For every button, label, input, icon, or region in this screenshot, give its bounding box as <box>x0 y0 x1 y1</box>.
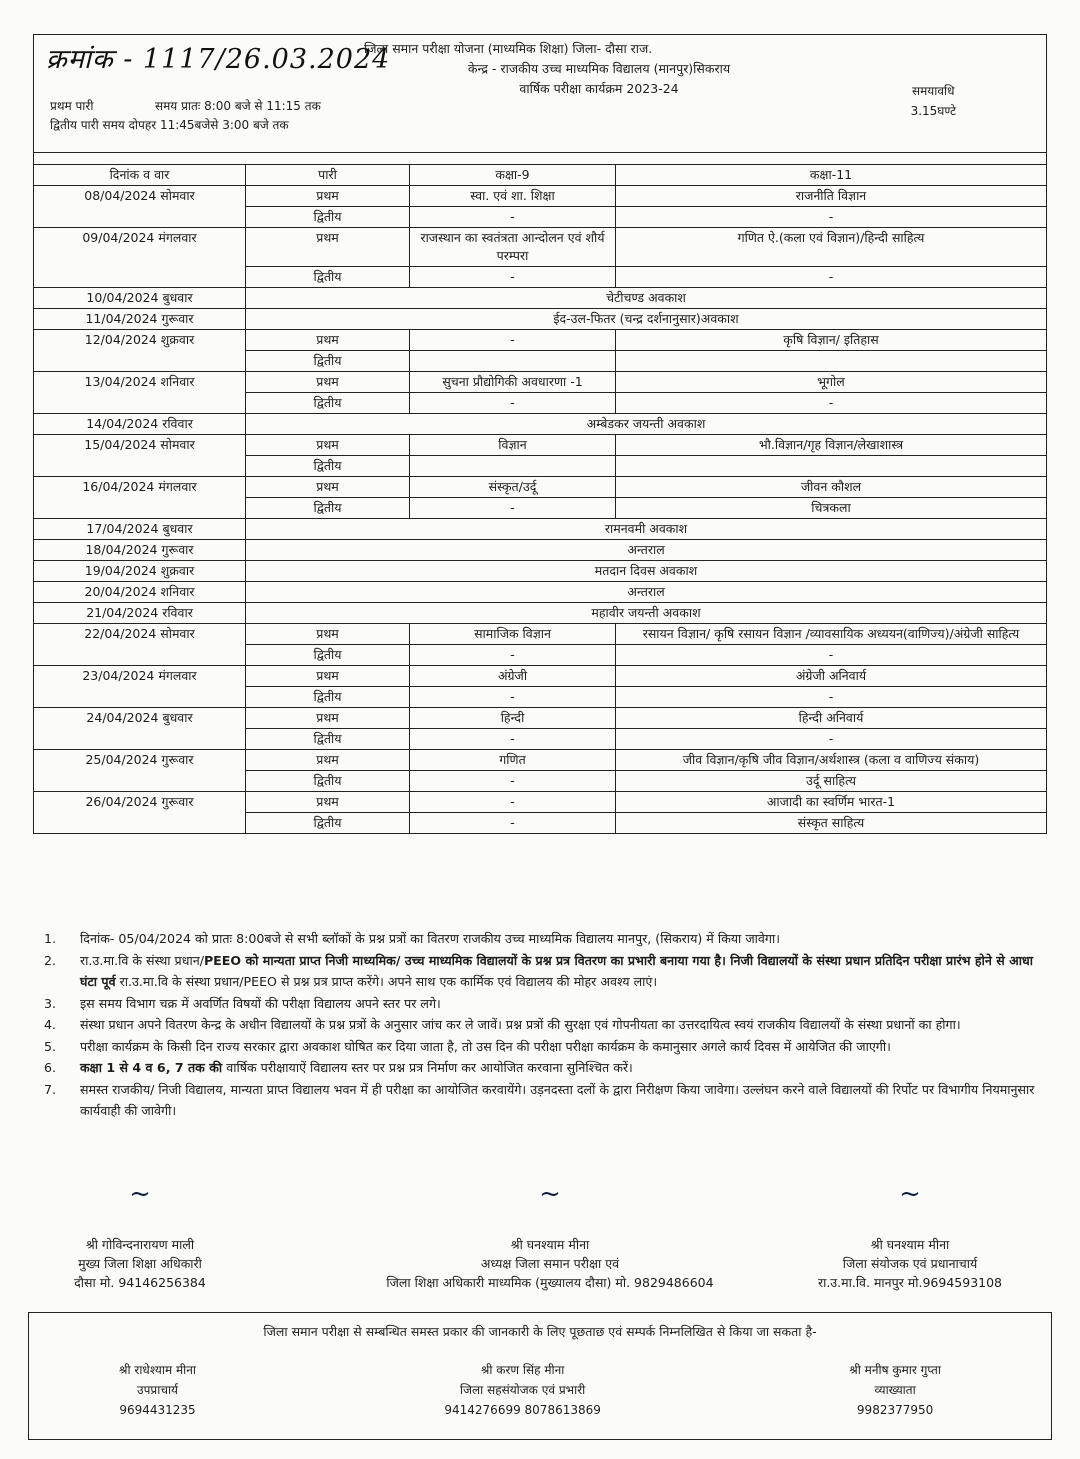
instruction-number: 5. <box>44 1038 57 1054</box>
class11-subject-cell: आजादी का स्वर्णिम भारत-1 <box>616 792 1047 813</box>
instruction-text-segment: PEEO को मान्यता प्राप्त निजी माध्यमिक/ उच्च माध्यमिक विद्यालयों के प्रश्न प्रत्र वितरण का प्रभारी बनाया गया है। निजी विद्यालयों के संस्था प्रधान प्रतिदिन परीक्षा प्रारंभ होने से आधा घंटा पूर्व <box>80 952 1033 989</box>
contact-name: श्री राधेश्याम मीना <box>119 1363 197 1377</box>
shift-cell: प्रथम <box>246 750 410 771</box>
class9-subject-cell: सामाजिक विज्ञान <box>410 624 616 645</box>
class11-subject-cell: हिन्दी अनिवार्य <box>616 708 1047 729</box>
duration-value: 3.15घण्टे <box>910 104 956 118</box>
class9-subject-cell: - <box>410 729 616 750</box>
holiday-cell: चेटीचण्ड अवकाश <box>246 288 1047 309</box>
document-header <box>33 34 1047 152</box>
shift-cell: प्रथम <box>246 330 410 351</box>
instruction-text-segment: दिनांक- 05/04/2024 को प्रातः 8:00बजे से सभी ब्लॉकों के प्रश्न प्रत्रों का वितरण राजकीय उच्च माध्यमिक विद्यालय मानपुर, (सिकराय) में किया जावेगा। <box>80 931 781 946</box>
date-cell: 22/04/2024 सोमवार <box>34 624 246 666</box>
instruction-text <box>80 1014 1044 1036</box>
instruction-item <box>44 993 1044 1015</box>
class9-subject-cell: - <box>410 330 616 351</box>
shift-cell: प्रथम <box>246 666 410 687</box>
date-cell: 20/04/2024 शनिवार <box>34 582 246 603</box>
date-cell: 08/04/2024 सोमवार <box>34 186 246 228</box>
instruction-text-segment: रा.उ.मा.वि के संस्था प्रधान/PEEO से प्रश्न प्रत्र प्राप्त करेंगे। अपने साथ एक कार्मिक एवं विद्यालय की मोहर अवश्य लाएं। <box>115 974 658 989</box>
holiday-cell: रामनवमी अवकाश <box>246 519 1047 540</box>
class11-subject-cell: - <box>616 207 1047 228</box>
class11-subject-cell: चित्रकला <box>616 498 1047 519</box>
contact-info-box <box>28 1312 1052 1440</box>
class9-subject-cell: सुचना प्रौद्योगिकी अवधारणा -1 <box>410 372 616 393</box>
title-line-2: केन्द्र - राजकीय उच्च माध्यमिक विद्यालय (मानपुर)सिकराय <box>467 61 731 76</box>
date-cell: 17/04/2024 बुधवार <box>34 519 246 540</box>
class11-subject-cell: कृषि विज्ञान/ इतिहास <box>616 330 1047 351</box>
shift1-time: समय प्रातः 8:00 बजे से 11:15 तक <box>155 99 321 113</box>
instruction-text-segment: संस्था प्रधान अपने वितरण केन्द्र के अधीन विद्यालयों के प्रश्न प्रत्रों के अनुसार जांच कर ले जावें। प्रश्न प्रत्रों की सुरक्षा एवं गोपनीयता का उत्तरदायित्व स्वयं राजकीय विद्यालयों के संस्था प्रधानों का होगा। <box>80 1017 961 1032</box>
class9-subject-cell: अंग्रेजी <box>410 666 616 687</box>
holiday-cell: अन्तराल <box>246 540 1047 561</box>
shift-cell: प्रथम <box>246 372 410 393</box>
date-cell: 18/04/2024 गुरूवार <box>34 540 246 561</box>
reference-number: क्रमांक - 1117/26.03.2024 <box>46 44 391 75</box>
table-row <box>34 624 1047 645</box>
table-row-holiday <box>34 561 1047 582</box>
instruction-number: 7. <box>44 1081 57 1097</box>
class9-subject-cell: हिन्दी <box>410 708 616 729</box>
class11-subject-cell: गणित ऐ.(कला एवं विज्ञान)/हिन्दी साहित्य <box>616 228 1047 267</box>
table-row <box>34 228 1047 267</box>
spacer-cell <box>34 153 1047 165</box>
date-cell: 11/04/2024 गुरूवार <box>34 309 246 330</box>
table-row <box>34 750 1047 771</box>
title-line-3: वार्षिक परीक्षा कार्यक्रम 2023-24 <box>519 81 679 96</box>
contact-person <box>119 1360 196 1420</box>
date-cell: 13/04/2024 शनिवार <box>34 372 246 414</box>
instructions-list <box>44 928 1044 1122</box>
instruction-text-segment: रा.उ.मा.वि के संस्था प्रधान/ <box>80 952 204 968</box>
date-cell: 14/04/2024 रविवार <box>34 414 246 435</box>
shift2-time: समय दोपहर 11:45बजेसे 3:00 बजे तक <box>102 118 289 132</box>
shift-cell: द्वितीय <box>246 267 410 288</box>
date-cell: 12/04/2024 शुक्रवार <box>34 330 246 372</box>
shift-cell: द्वितीय <box>246 813 410 834</box>
shift-cell: द्वितीय <box>246 351 410 372</box>
class11-subject-cell <box>616 351 1047 372</box>
table-row-holiday <box>34 603 1047 624</box>
class9-subject-cell <box>410 351 616 372</box>
instruction-text-segment: वार्षिक परीक्षायाऐं विद्यालय स्तर पर प्रश्न प्रत्र निर्माण कर आयोजित करवाना सुनिश्चित करें। <box>222 1060 633 1075</box>
exam-schedule-table <box>33 152 1047 834</box>
signature-block-deo <box>320 1179 780 1292</box>
instruction-number: 3. <box>44 995 57 1011</box>
instruction-text-segment: कक्षा 1 से 4 व 6, 7 तक की <box>80 1060 223 1075</box>
holiday-cell: ईद-उल-फितर (चन्द्र दर्शनानुसार)अवकाश <box>246 309 1047 330</box>
class9-subject-cell <box>410 456 616 477</box>
contact-phone: 9414276699 8078613869 <box>444 1403 601 1417</box>
contact-phone: 9694431235 <box>119 1403 196 1417</box>
date-cell: 09/04/2024 मंगलवार <box>34 228 246 288</box>
column-header: कक्षा-9 <box>410 165 616 186</box>
class11-subject-cell: - <box>616 267 1047 288</box>
signatory-name: श्री गोविन्दनारायण माली <box>85 1237 195 1252</box>
signature-mark: ~ <box>899 1179 921 1209</box>
class11-subject-cell: उर्दू साहित्य <box>616 771 1047 792</box>
instruction-item <box>44 928 1044 950</box>
contact-role: उपप्राचार्य <box>137 1383 179 1397</box>
class9-subject-cell: - <box>410 813 616 834</box>
instruction-item <box>44 1057 1044 1079</box>
table-row <box>34 186 1047 207</box>
title-line-1: जिला समान परीक्षा योजना (माध्यमिक शिक्षा) जिला- दौसा राज. <box>364 41 653 56</box>
class11-subject-cell: - <box>616 687 1047 708</box>
class9-subject-cell: - <box>410 687 616 708</box>
class9-subject-cell: विज्ञान <box>410 435 616 456</box>
table-row <box>34 477 1047 498</box>
date-cell: 10/04/2024 बुधवार <box>34 288 246 309</box>
class11-subject-cell <box>616 456 1047 477</box>
column-header: कक्षा-11 <box>616 165 1047 186</box>
class9-subject-cell: - <box>410 645 616 666</box>
table-row-holiday <box>34 309 1047 330</box>
signatory-contact: जिला शिक्षा अधिकारी माध्यमिक (मुख्यालय दौसा) मो. 9829486604 <box>386 1275 714 1290</box>
class11-subject-cell: रसायन विज्ञान/ कृषि रसायन विज्ञान /व्यावसायिक अध्ययन(वाणिज्य)/अंग्रेजी साहित्य <box>616 624 1047 645</box>
signatory-title: मुख्य जिला शिक्षा अधिकारी <box>78 1256 202 1271</box>
table-row-holiday <box>34 288 1047 309</box>
shift-cell: प्रथम <box>246 792 410 813</box>
signatory-contact: रा.उ.मा.वि. मानपुर मो.9694593108 <box>817 1275 1003 1290</box>
signatory-title: जिला संयोजक एवं प्रधानाचार्य <box>842 1256 978 1271</box>
class11-subject-cell: भौ.विज्ञान/गृह विज्ञान/लेखाशास्त्र <box>616 435 1047 456</box>
column-header: दिनांक व वार <box>34 165 246 186</box>
class9-subject-cell: संस्कृत/उर्दू <box>410 477 616 498</box>
instruction-text <box>80 993 1044 1015</box>
holiday-cell: अन्तराल <box>246 582 1047 603</box>
class11-subject-cell: राजनीति विज्ञान <box>616 186 1047 207</box>
class9-subject-cell: - <box>410 207 616 228</box>
table-row <box>34 330 1047 351</box>
table-header-row <box>34 165 1047 186</box>
contact-person <box>444 1360 601 1420</box>
shift2-label: द्वितीय पारी <box>50 118 99 132</box>
class9-subject-cell: राजस्थान का स्वतंत्रता आन्दोलन एवं शौर्य परम्परा <box>410 228 616 267</box>
date-cell: 26/04/2024 गुरूवार <box>34 792 246 834</box>
class9-subject-cell: - <box>410 393 616 414</box>
column-header: पारी <box>246 165 410 186</box>
class11-subject-cell: जीवन कौशल <box>616 477 1047 498</box>
signature-block-ceo <box>40 1179 240 1292</box>
contact-name: श्री मनीष कुमार गुप्ता <box>849 1363 941 1377</box>
class11-subject-cell: भूगोल <box>616 372 1047 393</box>
instruction-number: 4. <box>44 1017 57 1032</box>
date-cell: 15/04/2024 सोमवार <box>34 435 246 477</box>
signature-mark: ~ <box>539 1179 561 1209</box>
instruction-number: 6. <box>44 1060 57 1075</box>
signatory-contact: दौसा मो. 94146256384 <box>74 1275 206 1290</box>
duration-label: समयावधि <box>912 84 955 98</box>
contact-person <box>849 1360 941 1420</box>
shift-cell: द्वितीय <box>246 393 410 414</box>
instruction-text <box>80 1057 1044 1079</box>
date-cell: 19/04/2024 शुक्रवार <box>34 561 246 582</box>
instruction-text <box>80 928 1044 950</box>
shift-timings <box>50 97 321 135</box>
class11-subject-cell: संस्कृत साहित्य <box>616 813 1047 834</box>
date-cell: 21/04/2024 रविवार <box>34 603 246 624</box>
table-row-holiday <box>34 519 1047 540</box>
table-row-holiday <box>34 582 1047 603</box>
table-row <box>34 666 1047 687</box>
instruction-number: 1. <box>44 931 57 946</box>
shift-cell: प्रथम <box>246 708 410 729</box>
signatory-name: श्री घनश्याम मीना <box>870 1237 950 1252</box>
instruction-text-segment: इस समय विभाग चक्र में अवर्णित विषयों की परीक्षा विद्यालय अपने स्तर पर लगे। <box>80 995 441 1011</box>
class9-subject-cell: गणित <box>410 750 616 771</box>
date-cell: 25/04/2024 गुरूवार <box>34 750 246 792</box>
instruction-item <box>44 950 1044 993</box>
shift-cell: द्वितीय <box>246 687 410 708</box>
table-row <box>34 708 1047 729</box>
document-title <box>364 39 834 99</box>
table-row <box>34 792 1047 813</box>
shift-cell: द्वितीय <box>246 729 410 750</box>
shift-cell: द्वितीय <box>246 771 410 792</box>
class9-subject-cell: - <box>410 771 616 792</box>
shift-cell: प्रथम <box>246 435 410 456</box>
contact-box-title: जिला समान परीक्षा से सम्बन्धित समस्त प्रकार की जानकारी के लिए पूछताछ एवं सम्पर्क निम्नलिखित से किया जा सकता है- <box>263 1324 817 1339</box>
shift-cell: द्वितीय <box>246 456 410 477</box>
signature-mark: ~ <box>129 1179 151 1209</box>
shift-cell: प्रथम <box>246 186 410 207</box>
class9-subject-cell: - <box>410 792 616 813</box>
class11-subject-cell: जीव विज्ञान/कृषि जीव विज्ञान/अर्थशास्त्र (कला व वाणिज्य संकाय) <box>616 750 1047 771</box>
instruction-item <box>44 1036 1044 1058</box>
table-row-holiday <box>34 414 1047 435</box>
date-cell: 16/04/2024 मंगलवार <box>34 477 246 519</box>
shift-cell: प्रथम <box>246 624 410 645</box>
contact-phone: 9982377950 <box>856 1403 934 1417</box>
class9-subject-cell: स्वा. एवं शा. शिक्षा <box>410 186 616 207</box>
signatory-name: श्री घनश्याम मीना <box>510 1237 590 1252</box>
signatory-title: अध्यक्ष जिला समान परीक्षा एवं <box>480 1256 620 1271</box>
class11-subject-cell: - <box>616 645 1047 666</box>
holiday-cell: अम्बेडकर जयन्ती अवकाश <box>246 414 1047 435</box>
signature-block-coordinator <box>790 1179 1030 1292</box>
instruction-text <box>80 1036 1044 1058</box>
instruction-text <box>80 1079 1044 1122</box>
instruction-text <box>80 950 1044 993</box>
class11-subject-cell: - <box>616 393 1047 414</box>
contact-name: श्री करण सिंह मीना <box>480 1363 565 1377</box>
duration <box>911 81 956 121</box>
holiday-cell: मतदान दिवस अवकाश <box>246 561 1047 582</box>
class11-subject-cell: अंग्रेजी अनिवार्य <box>616 666 1047 687</box>
table-row <box>34 372 1047 393</box>
instruction-item <box>44 1014 1044 1036</box>
instruction-text-segment: परीक्षा कार्यक्रम के किसी दिन राज्य सरकार द्वारा अवकाश घोषित कर दिया जाता है, तो उस दिन की परीक्षा परीक्षा कार्यक्रम के कमानुसार अगले कार्य दिवस में आयेजित की जाएगी। <box>80 1038 891 1054</box>
class11-subject-cell: - <box>616 729 1047 750</box>
shift-cell: प्रथम <box>246 477 410 498</box>
instruction-text-segment: समस्त राजकीय/ निजी विद्यालय, मान्यता प्राप्त विद्यालय भवन में ही परीक्षा का आयोजित करवायेंगे। उड़नदस्ता दलों के द्वारा निरीक्षण किया जावेगा। उल्लंघन करने वाले विद्यालयों की रिर्पोट पर विभागीय नियमानुसार कार्यवाही की जावेगी। <box>80 1081 1035 1118</box>
table-row-holiday <box>34 540 1047 561</box>
table-row <box>34 435 1047 456</box>
contact-role: व्याख्याता <box>874 1383 916 1397</box>
class9-subject-cell: - <box>410 498 616 519</box>
table-spacer-row <box>34 153 1047 165</box>
instruction-number: 2. <box>44 952 57 968</box>
signature-section <box>0 1179 1080 1295</box>
shift-cell: द्वितीय <box>246 207 410 228</box>
date-cell: 24/04/2024 बुधवार <box>34 708 246 750</box>
shift-cell: प्रथम <box>246 228 410 267</box>
instruction-item <box>44 1079 1044 1122</box>
holiday-cell: महावीर जयन्ती अवकाश <box>246 603 1047 624</box>
shift1-label: प्रथम पारी <box>50 99 94 113</box>
shift-cell: द्वितीय <box>246 498 410 519</box>
shift-cell: द्वितीय <box>246 645 410 666</box>
class9-subject-cell: - <box>410 267 616 288</box>
date-cell: 23/04/2024 मंगलवार <box>34 666 246 708</box>
contact-role: जिला सहसंयोजक एवं प्रभारी <box>460 1383 586 1397</box>
